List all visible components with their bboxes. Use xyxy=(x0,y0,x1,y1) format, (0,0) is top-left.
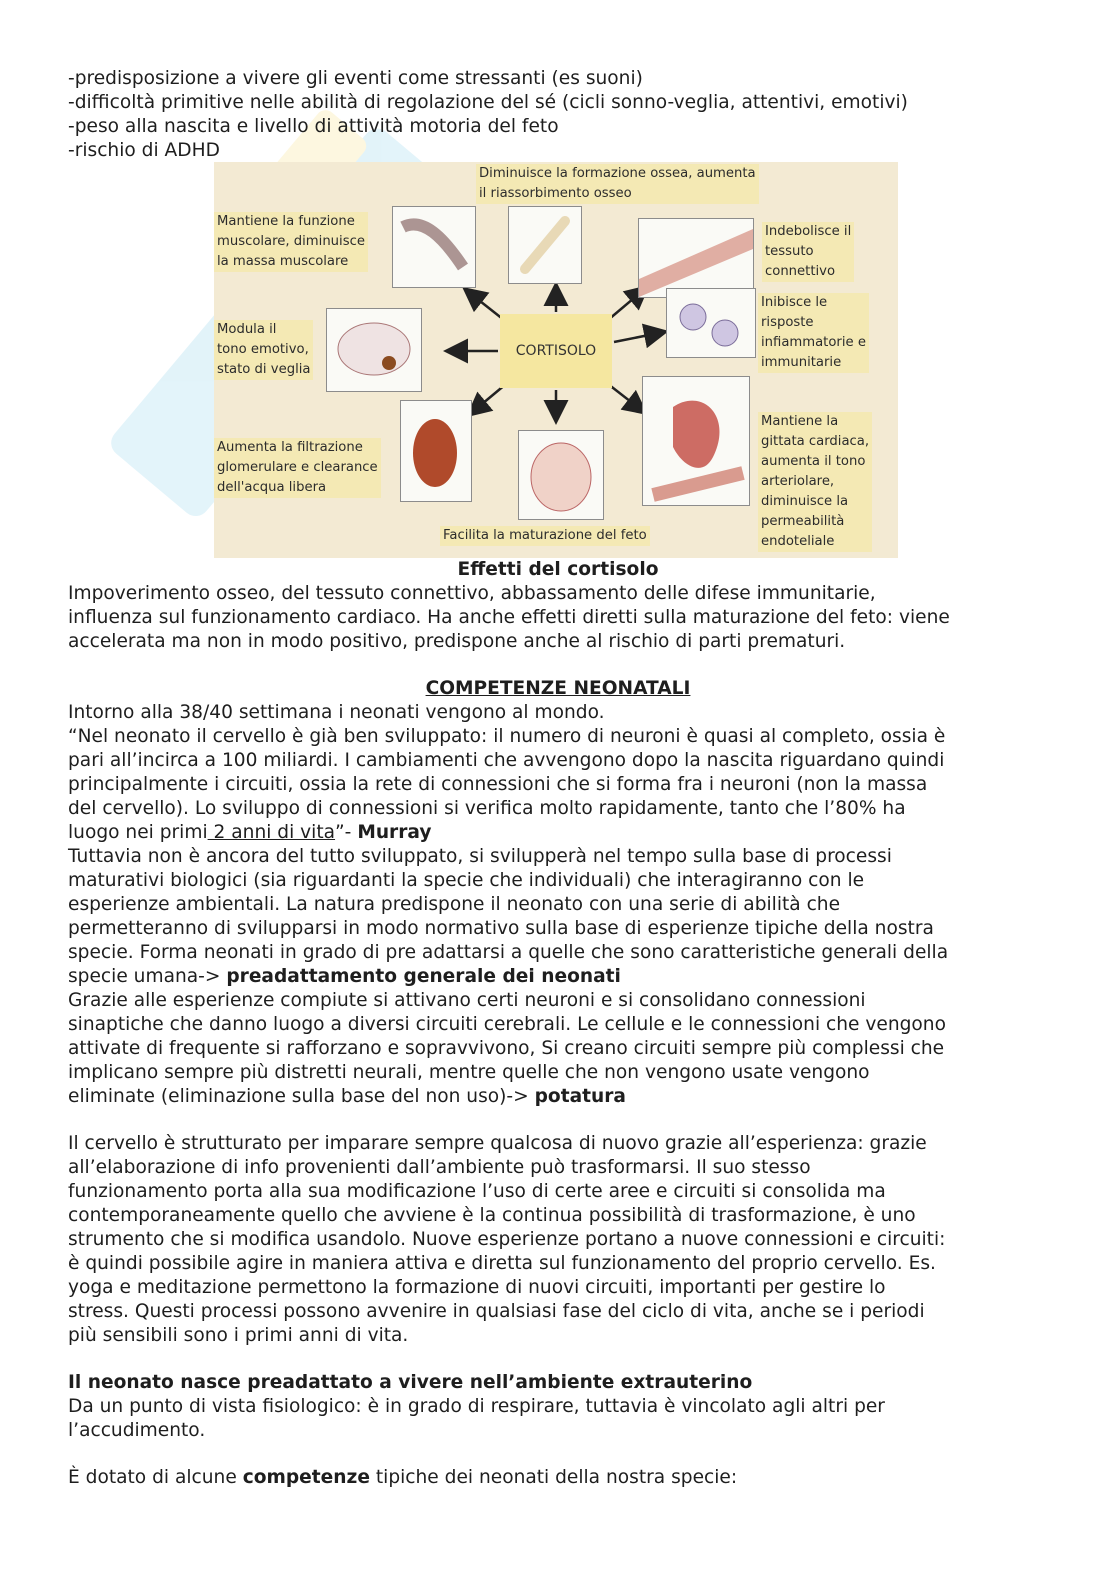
section-line-4: principalmente i circuiti, ossia la rete di connessioni che si forma fra i neuroni (non la massa xyxy=(68,774,928,795)
bone-illustration xyxy=(508,206,582,284)
section-line-1: Intorno alla 38/40 settimana i neonati vengono al mondo. xyxy=(68,702,605,723)
para2-line-3: esperienze ambientali. La natura predispone il neonato con una serie di abilità che xyxy=(68,894,841,915)
cortisol-core-label: CORTISOLO xyxy=(500,314,612,388)
para3-line-3: attivate di frequente si rafforzano e sopravvivono, Si creano circuiti sempre più complessi che xyxy=(68,1038,945,1059)
para4-line-4: contemporaneamente quello che avviene è la continua possibilità di trasformazione, è uno xyxy=(68,1205,916,1226)
fetus-illustration xyxy=(518,430,604,520)
para4-line-3: funzionamento porta alla sua modificazione l’uso di certe aree e circuiti si consolida ma xyxy=(68,1181,886,1202)
potatura-line xyxy=(68,1085,626,1109)
para4-line-7: yoga e meditazione permettono la formazione di nuovi circuiti, importanti per gestire lo xyxy=(68,1277,886,1298)
caption-heart: Mantiene la gittata cardiaca, aumenta il tono arteriolare, diminuisce la permeabilità endoteliale xyxy=(758,412,872,552)
arrow-right xyxy=(614,332,664,342)
para4-line-9: più sensibili sono i primi anni di vita. xyxy=(68,1325,409,1346)
para3-line-4: implicano sempre più distretti neurali, mentre quelle che non vengono usate vengono xyxy=(68,1062,870,1083)
section-title: COMPETENZE NEONATALI xyxy=(425,678,691,699)
para2-line-2: maturativi biologici (sia riguardanti la specie che individuali) che interagiranno con le xyxy=(68,870,865,891)
figure-title: Effetti del cortisolo xyxy=(457,559,659,580)
murray-line-pre: luogo nei primi xyxy=(68,822,208,843)
heart-vessel-illustration xyxy=(642,376,750,506)
heading-preadattato: Il neonato nasce preadattato a vivere nell’ambiente extrauterino xyxy=(68,1372,753,1393)
para4-line-6: è quindi possibile agire in maniera attiva e diretta sul funzionamento del proprio cervello. Es. xyxy=(68,1253,936,1274)
preadattamento-pre: specie umana-> xyxy=(68,966,227,987)
section-line-2: “Nel neonato il cervello è già ben sviluppato: il numero di neuroni è quasi al completo, ossia è xyxy=(68,726,946,747)
competenze-bold: competenze xyxy=(242,1467,370,1488)
section-line-3: pari all’incirca a 100 miliardi. I cambiamenti che avvengono dopo la nascita riguardano quindi xyxy=(68,750,945,771)
intro-line-2: -difficoltà primitive nelle abilità di regolazione del sé (cicli sonno-veglia, attentivi, emotivi) xyxy=(68,92,908,113)
effects-line-2: influenza sul funzionamento cardiaco. Ha anche effetti diretti sulla maturazione del feto: viene xyxy=(68,607,950,628)
caption-kidney: Aumenta la filtrazione glomerulare e clearance dell'acqua libera xyxy=(214,438,381,498)
para3-line-1: Grazie alle esperienze compiute si attivano certi neuroni e si consolidano connessioni xyxy=(68,990,866,1011)
para5-line-1: Da un punto di vista fisiologico: è in grado di respirare, tuttavia è vincolato agli altri per xyxy=(68,1396,885,1417)
arrow-down-right xyxy=(608,384,644,412)
caption-muscle: Mantiene la funzione muscolare, diminuisce la massa muscolare xyxy=(214,212,368,272)
murray-line-underlined: 2 anni di vita xyxy=(207,822,336,843)
para4-line-8: stress. Questi processi possono avvenire in qualsiasi fase del ciclo di vita, anche se i periodi xyxy=(68,1301,925,1322)
competenze-line xyxy=(68,1466,737,1490)
para2-line-1: Tuttavia non è ancora del tutto sviluppato, si svilupperà nel tempo sulla base di processi xyxy=(68,846,892,867)
brain-illustration xyxy=(326,308,422,392)
arrow-up-left xyxy=(466,290,504,320)
muscle-illustration xyxy=(392,206,476,288)
para2-line-4: permetteranno di svilupparsi in modo normativo sulla base di esperienze tipiche della nostra xyxy=(68,918,934,939)
immune-cells-illustration xyxy=(666,288,756,358)
caption-brain: Modula il tono emotivo, stato di veglia xyxy=(214,320,313,380)
connective-tissue-illustration xyxy=(638,218,754,298)
para3-line-2: sinaptiche che danno luogo a diversi circuiti cerebrali. Le cellule e le connessioni che vengono xyxy=(68,1014,946,1035)
caption-fetus: Facilita la maturazione del feto xyxy=(440,526,650,546)
competenze-post: tipiche dei neonati della nostra specie: xyxy=(369,1467,738,1488)
murray-author: Murray xyxy=(357,822,432,843)
section-line-5: del cervello). Lo sviluppo di connessioni si verifica molto rapidamente, tanto che l’80% ha xyxy=(68,798,906,819)
murray-line xyxy=(68,821,432,845)
potatura-bold: potatura xyxy=(534,1086,626,1107)
para4-line-1: Il cervello è strutturato per imparare sempre qualcosa di nuovo grazie all’esperienza: grazie xyxy=(68,1133,927,1154)
preadattamento-line xyxy=(68,965,621,989)
cortisol-diagram xyxy=(214,162,898,558)
para4-line-5: strumento che si modifica usandolo. Nuove esperienze portano a nuove connessioni e circuiti: xyxy=(68,1229,946,1250)
effects-line-1: Impoverimento osseo, del tessuto connettivo, abbassamento delle difese immunitarie, xyxy=(68,583,876,604)
arrow-down-left xyxy=(470,384,506,414)
intro-line-3: -peso alla nascita e livello di attività motoria del feto xyxy=(68,116,559,137)
para4-line-2: all’elaborazione di info provenienti dall’ambiente può trasformarsi. Il suo stesso xyxy=(68,1157,811,1178)
caption-immune: Inibisce le risposte infiammatorie e immunitarie xyxy=(758,293,869,373)
effects-line-3: accelerata ma non in modo positivo, predispone anche al rischio di parti prematuri. xyxy=(68,631,846,652)
potatura-pre: eliminate (eliminazione sulla base del non uso)-> xyxy=(68,1086,535,1107)
competenze-pre: È dotato di alcune xyxy=(68,1467,243,1488)
murray-line-mid: ”- xyxy=(335,822,358,843)
para5-line-2: l’accudimento. xyxy=(68,1420,206,1441)
intro-line-4: -rischio di ADHD xyxy=(68,140,220,161)
intro-line-1: -predisposizione a vivere gli eventi come stressanti (es suoni) xyxy=(68,68,643,89)
kidney-illustration xyxy=(400,400,472,502)
caption-bone: Diminuisce la formazione ossea, aumenta il riassorbimento osseo xyxy=(476,164,759,204)
para2-line-5: specie. Forma neonati in grado di pre adattarsi a quelle che sono caratteristiche generali della xyxy=(68,942,949,963)
preadattamento-bold: preadattamento generale dei neonati xyxy=(226,966,621,987)
caption-connective: Indebolisce il tessuto connettivo xyxy=(762,222,854,282)
